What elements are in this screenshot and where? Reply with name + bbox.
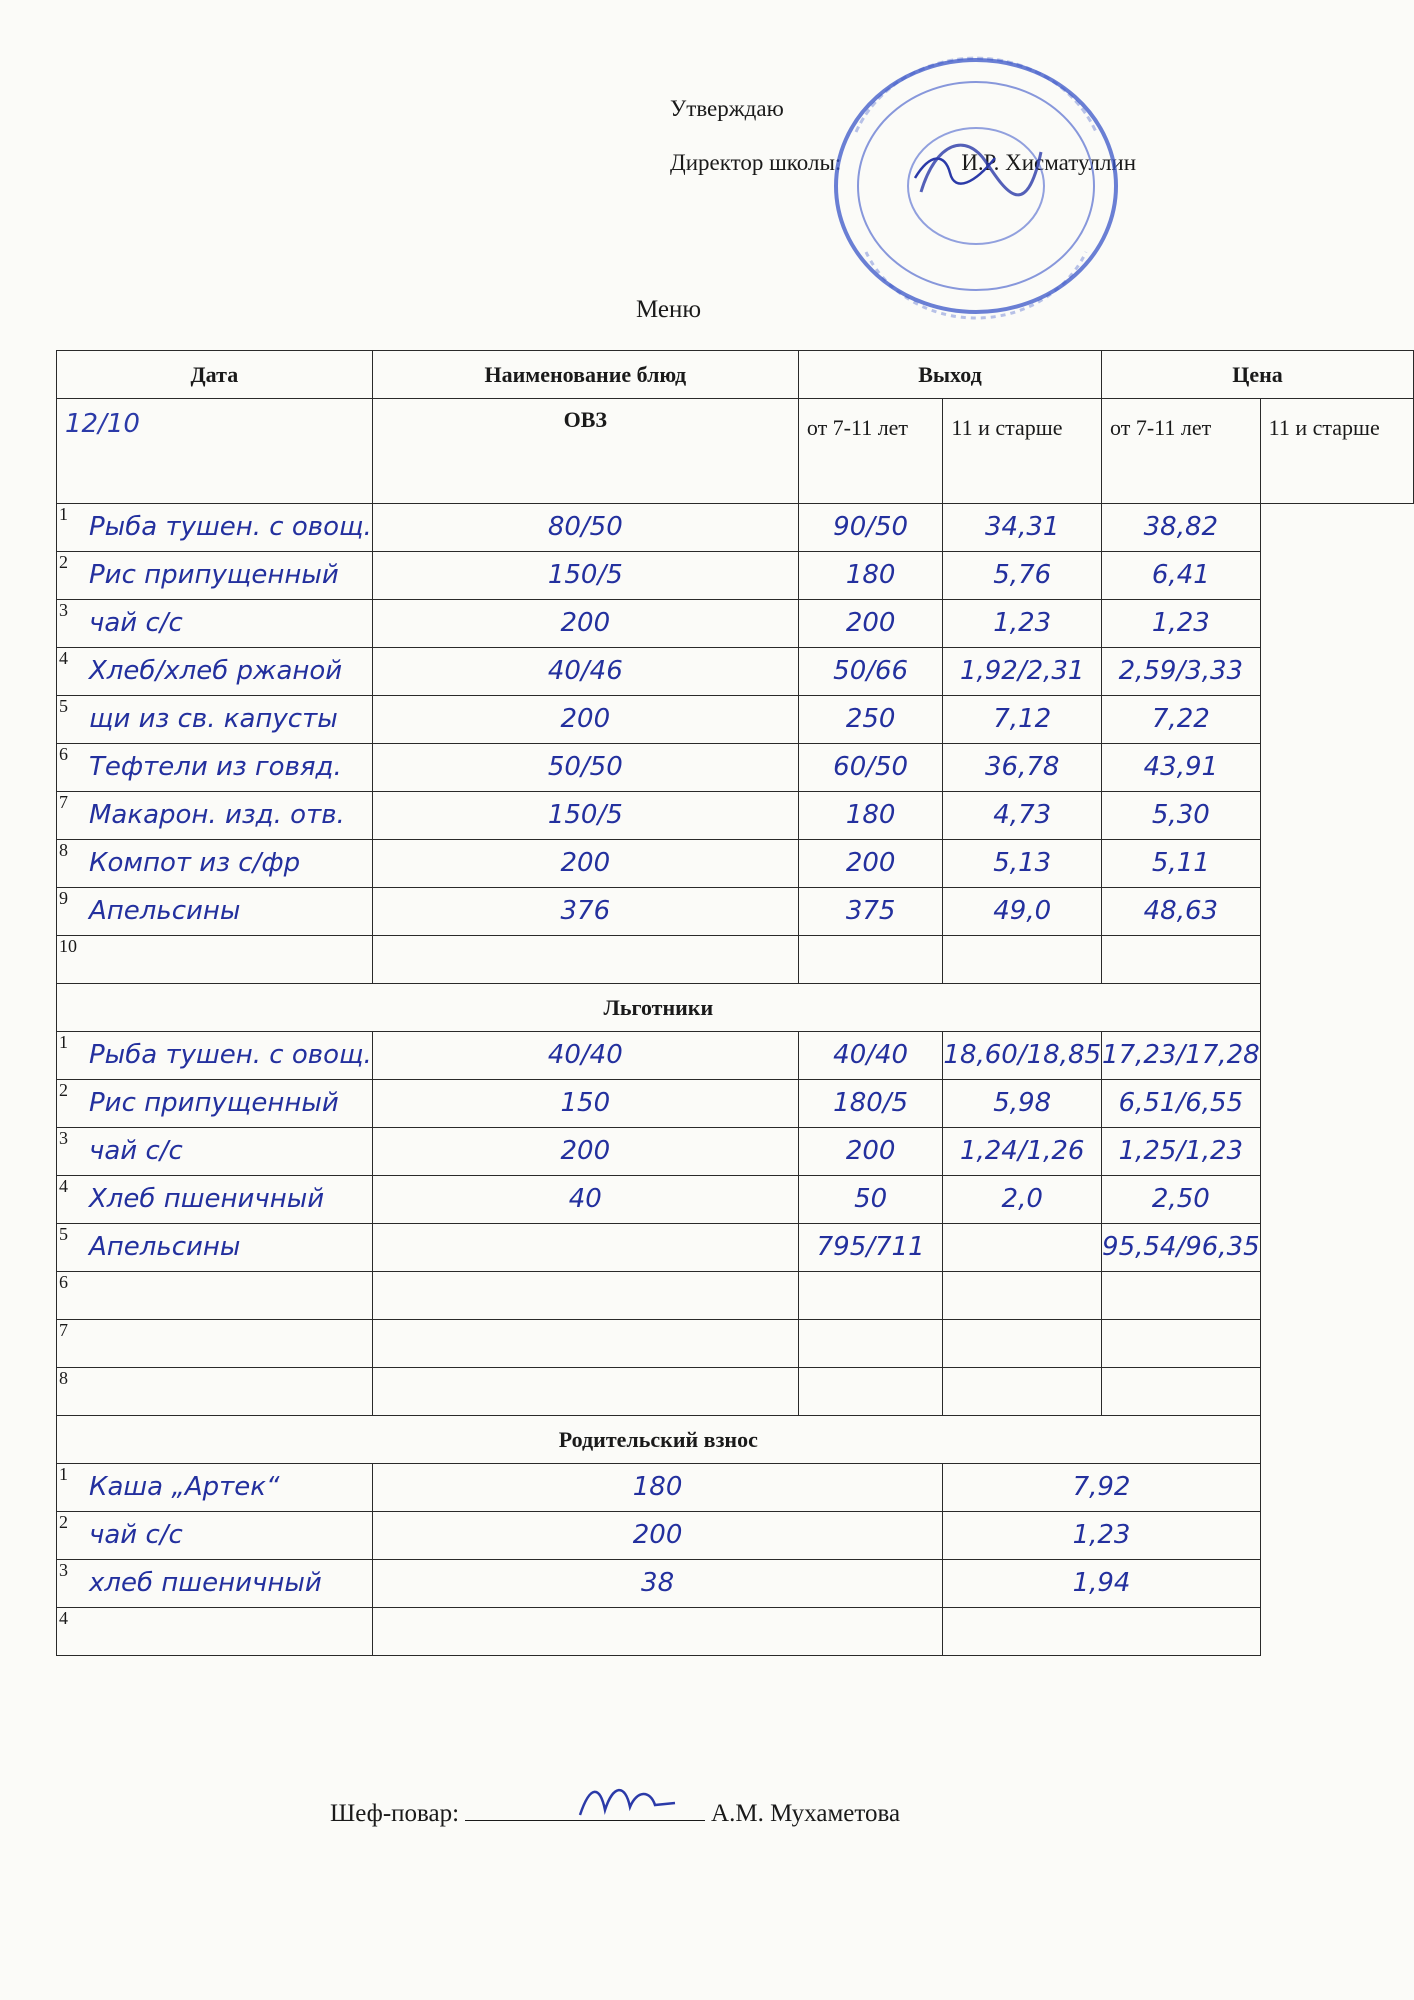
dish-cell [57, 552, 373, 600]
table-row [57, 1032, 1414, 1080]
dish-cell [57, 1176, 373, 1224]
price-b-cell-value: 1,25/1,23 [1118, 1136, 1244, 1166]
out-b-cell [798, 1032, 943, 1080]
out-b-cell [798, 744, 943, 792]
out-b-cell-value: 50/66 [833, 656, 909, 686]
price-cell [943, 1560, 1260, 1608]
price-b-cell-value: 2,59/3,33 [1118, 656, 1244, 686]
out-a-cell-value [373, 1224, 798, 1232]
table-row [57, 1272, 1414, 1320]
out-b-cell [798, 936, 943, 984]
table-row [57, 1608, 1414, 1656]
dish-cell [57, 1368, 373, 1416]
price-b-cell [1102, 1080, 1261, 1128]
dish-cell [57, 696, 373, 744]
out-a-cell [372, 888, 798, 936]
price-a-cell [943, 504, 1102, 552]
out-a-cell-value [373, 1368, 798, 1376]
price-a-cell-value: 5,76 [993, 560, 1052, 590]
price-a-cell [943, 744, 1102, 792]
table-row [57, 1128, 1414, 1176]
out-a-cell [372, 1176, 798, 1224]
dish-name: Рыба тушен. с овощ. [89, 1040, 372, 1070]
parent-items [57, 1464, 1414, 1656]
dish-name: Рис припущенный [89, 560, 339, 590]
table-row [57, 1176, 1414, 1224]
dish-name: Хлеб/хлеб ржаной [89, 656, 343, 686]
out-b-cell-value: 40/40 [833, 1040, 909, 1070]
director-signature [910, 148, 1000, 188]
out-a-cell [372, 552, 798, 600]
row-number: 3 [59, 1560, 68, 1580]
price-b-cell [1102, 600, 1261, 648]
out-b-cell [798, 1368, 943, 1416]
price-b-cell [1102, 696, 1261, 744]
price-a-cell-value: 5,98 [993, 1088, 1052, 1118]
table-row [57, 1320, 1414, 1368]
output-cell-value: 38 [641, 1568, 675, 1598]
dish-cell [57, 1080, 373, 1128]
out-a-cell [372, 648, 798, 696]
output-cell-value [373, 1608, 943, 1616]
dish-cell [57, 648, 373, 696]
dish-name [57, 936, 372, 944]
out-b-cell-value [799, 936, 943, 944]
price-cell-value: 1,23 [1072, 1520, 1131, 1550]
out-a-cell [372, 1080, 798, 1128]
col-output-header: Выход [798, 351, 1101, 399]
table-row [57, 1560, 1414, 1608]
out-a-cell-value [373, 1320, 798, 1328]
out-a-cell-value [373, 936, 798, 944]
chef-label: Шеф-повар: [330, 1800, 460, 1827]
group-ovz-label: ОВЗ [372, 399, 798, 504]
row-number: 5 [59, 1224, 68, 1244]
out-a-cell [372, 1224, 798, 1272]
out-a-cell-value: 80/50 [547, 512, 623, 542]
dish-cell [57, 1512, 373, 1560]
col-date-header: Дата [57, 351, 373, 399]
price-a-cell-value: 49,0 [993, 896, 1052, 926]
price-b-cell [1102, 744, 1261, 792]
dish-cell [57, 1560, 373, 1608]
out-b-cell [798, 552, 943, 600]
dish-name: чай с/с [89, 1520, 183, 1550]
out-b-cell [798, 1080, 943, 1128]
out-b-cell [798, 1272, 943, 1320]
price-b-cell [1102, 936, 1261, 984]
out-a-cell [372, 744, 798, 792]
price-a-cell [943, 792, 1102, 840]
out-b-cell [798, 840, 943, 888]
price-cell [943, 1608, 1260, 1656]
dish-name: Макарон. изд. отв. [89, 800, 345, 830]
price-a-cell [943, 1032, 1102, 1080]
out-b-cell-value: 200 [845, 608, 896, 638]
out-b-cell-value: 795/711 [816, 1232, 925, 1262]
dish-cell [57, 1608, 373, 1656]
menu-table [56, 350, 1414, 1656]
price-a-cell [943, 1272, 1102, 1320]
out-a-cell [372, 792, 798, 840]
row-number: 1 [59, 504, 68, 524]
price-b-cell [1102, 1128, 1261, 1176]
table-row [57, 696, 1414, 744]
price-a-cell-value: 18,60/18,85 [943, 1040, 1102, 1070]
out-b-cell-value: 180/5 [833, 1088, 909, 1118]
dish-name: чай с/с [89, 1136, 183, 1166]
dish-name: хлеб пшеничный [89, 1568, 322, 1598]
out-b-cell-value: 90/50 [833, 512, 909, 542]
table-row [57, 744, 1414, 792]
out-b-cell [798, 696, 943, 744]
out-a-cell-value: 40/40 [547, 1040, 623, 1070]
out-a-cell-value: 200 [560, 608, 611, 638]
table-row [57, 936, 1414, 984]
out-b-cell-value: 60/50 [833, 752, 909, 782]
out-b-cell [798, 504, 943, 552]
out-a-cell-value [373, 1272, 798, 1280]
price-a-cell-value: 1,92/2,31 [959, 656, 1085, 686]
price-a-cell [943, 1368, 1102, 1416]
dish-cell [57, 1320, 373, 1368]
row-number: 8 [59, 840, 68, 860]
price-a-cell [943, 1176, 1102, 1224]
output-cell [372, 1608, 943, 1656]
price-a-cell [943, 1128, 1102, 1176]
out-a-cell-value: 200 [560, 1136, 611, 1166]
price-b-cell-value [1102, 936, 1260, 944]
table-row [57, 840, 1414, 888]
price-cell-value: 1,94 [1072, 1568, 1131, 1598]
price-b-cell [1102, 792, 1261, 840]
price-b-cell-value [1102, 1368, 1260, 1376]
out-a-cell-value: 200 [560, 848, 611, 878]
out-b-cell-value: 50 [854, 1184, 888, 1214]
output-cell [372, 1512, 943, 1560]
table-row [57, 1512, 1414, 1560]
dish-name: Компот из с/фр [89, 848, 301, 878]
out-a-cell-value: 150 [560, 1088, 611, 1118]
dish-name: Апельсины [89, 896, 241, 926]
output-cell [372, 1464, 943, 1512]
price-cell-value [943, 1608, 1259, 1616]
table-row [57, 504, 1414, 552]
price-b-cell-value: 17,23/17,28 [1102, 1040, 1260, 1070]
row-number: 6 [59, 744, 68, 764]
price-a-cell-value: 34,31 [985, 512, 1060, 542]
table-row [57, 792, 1414, 840]
out-b-cell-value: 250 [845, 704, 896, 734]
dish-name: Тефтели из говяд. [89, 752, 342, 782]
row-number: 4 [59, 648, 68, 668]
row-number: 4 [59, 1176, 68, 1196]
dish-cell [57, 744, 373, 792]
out-b-cell [798, 888, 943, 936]
out-b-cell-value [799, 1272, 943, 1280]
price-b-cell-value: 2,50 [1151, 1184, 1210, 1214]
col-dish-header: Наименование блюд [372, 351, 798, 399]
out-b-cell [798, 600, 943, 648]
price-cell [943, 1512, 1260, 1560]
out-a-cell [372, 936, 798, 984]
price-a-cell [943, 1320, 1102, 1368]
dish-name: Рыба тушен. с овощ. [89, 512, 372, 542]
out-b-cell-value: 180 [845, 560, 896, 590]
price-b-cell [1102, 552, 1261, 600]
dish-cell [57, 504, 373, 552]
out-b-cell [798, 648, 943, 696]
dish-name [57, 1368, 372, 1376]
price-b-cell-value [1102, 1320, 1260, 1328]
table-row [57, 1464, 1414, 1512]
price-a-cell [943, 888, 1102, 936]
section-parents: Родительский взнос [57, 1416, 1261, 1464]
out-b-cell-value [799, 1368, 943, 1376]
dish-name [57, 1320, 372, 1328]
price-b-cell-value: 7,22 [1151, 704, 1210, 734]
row-number: 3 [59, 1128, 68, 1148]
out-a-cell [372, 1368, 798, 1416]
table-row [57, 888, 1414, 936]
out-b-cell-value: 375 [845, 896, 896, 926]
dish-cell [57, 888, 373, 936]
price-a-cell [943, 936, 1102, 984]
price-a-cell [943, 600, 1102, 648]
price-a-cell-value: 2,0 [1001, 1184, 1043, 1214]
table-row [57, 648, 1414, 696]
table-row [57, 1080, 1414, 1128]
lgot-items [57, 1032, 1414, 1416]
dish-name: Апельсины [89, 1232, 241, 1262]
dish-cell [57, 1032, 373, 1080]
price-b-cell-value: 43,91 [1143, 752, 1219, 782]
price-b-cell [1102, 1176, 1261, 1224]
output-cell [372, 1560, 943, 1608]
date-cell [57, 399, 373, 504]
price-a-cell [943, 648, 1102, 696]
out-a-cell-value: 200 [560, 704, 611, 734]
price-age-7-11: от 7-11 лет [1102, 399, 1261, 504]
dish-cell [57, 936, 373, 984]
price-b-cell-value [1102, 1272, 1260, 1280]
price-b-cell [1102, 1032, 1261, 1080]
dish-cell [57, 1272, 373, 1320]
table-row [57, 1224, 1414, 1272]
out-a-cell [372, 1320, 798, 1368]
out-a-cell [372, 840, 798, 888]
section-lgotniki: Льготники [57, 984, 1261, 1032]
price-b-cell-value: 95,54/96,35 [1102, 1232, 1260, 1262]
price-b-cell [1102, 888, 1261, 936]
output-cell-value: 200 [632, 1520, 683, 1550]
price-age-11-plus: 11 и старше [1260, 399, 1413, 504]
row-number: 9 [59, 888, 68, 908]
chef-signature [575, 1775, 685, 1825]
price-b-cell-value: 48,63 [1143, 896, 1219, 926]
date-value: 12/10 [65, 409, 140, 439]
row-number: 1 [59, 1464, 68, 1484]
dish-cell [57, 1128, 373, 1176]
row-number: 2 [59, 1080, 68, 1100]
row-number: 4 [59, 1608, 68, 1628]
out-a-cell [372, 1128, 798, 1176]
out-a-cell-value: 50/50 [547, 752, 623, 782]
price-b-cell-value: 5,30 [1151, 800, 1210, 830]
price-a-cell-value [943, 1272, 1101, 1280]
price-b-cell-value: 38,82 [1143, 512, 1219, 542]
dish-cell [57, 1224, 373, 1272]
price-a-cell-value [943, 936, 1101, 944]
price-a-cell-value: 1,23 [993, 608, 1052, 638]
output-age-7-11: от 7-11 лет [798, 399, 943, 504]
row-number: 2 [59, 552, 68, 572]
dish-name: щи из св. капусты [89, 704, 338, 734]
price-cell [943, 1464, 1260, 1512]
dish-name: Хлеб пшеничный [89, 1184, 325, 1214]
out-a-cell [372, 1032, 798, 1080]
out-a-cell [372, 504, 798, 552]
out-b-cell-value: 200 [845, 1136, 896, 1166]
price-b-cell [1102, 840, 1261, 888]
price-b-cell [1102, 648, 1261, 696]
price-a-cell-value: 4,73 [993, 800, 1052, 830]
out-a-cell-value: 150/5 [547, 800, 623, 830]
price-a-cell-value: 5,13 [993, 848, 1052, 878]
price-b-cell-value: 6,51/6,55 [1118, 1088, 1244, 1118]
out-a-cell [372, 696, 798, 744]
price-a-cell-value [943, 1224, 1101, 1232]
dish-cell [57, 600, 373, 648]
row-number: 8 [59, 1368, 68, 1388]
price-a-cell-value: 7,12 [993, 704, 1052, 734]
out-a-cell-value: 40 [568, 1184, 602, 1214]
output-age-11-plus: 11 и старше [943, 399, 1102, 504]
price-a-cell [943, 1080, 1102, 1128]
out-b-cell-value [799, 1320, 943, 1328]
price-a-cell-value [943, 1320, 1101, 1328]
dish-name: чай с/с [89, 608, 183, 638]
row-number: 3 [59, 600, 68, 620]
row-number: 1 [59, 1032, 68, 1052]
row-number: 2 [59, 1512, 68, 1532]
row-number: 7 [59, 1320, 68, 1340]
out-b-cell-value: 200 [845, 848, 896, 878]
chef-name: А.М. Мухаметова [711, 1800, 901, 1827]
dish-cell [57, 1464, 373, 1512]
price-cell-value: 7,92 [1072, 1472, 1131, 1502]
dish-cell [57, 792, 373, 840]
out-a-cell [372, 1272, 798, 1320]
price-b-cell [1102, 1320, 1261, 1368]
approve-label: Утверждаю [670, 96, 784, 121]
price-b-cell-value: 5,11 [1151, 848, 1210, 878]
row-number: 5 [59, 696, 68, 716]
price-a-cell [943, 552, 1102, 600]
out-a-cell-value: 40/46 [547, 656, 623, 686]
row-number: 7 [59, 792, 68, 812]
price-b-cell [1102, 1368, 1261, 1416]
price-a-cell-value [943, 1368, 1101, 1376]
price-a-cell [943, 696, 1102, 744]
price-a-cell-value: 36,78 [985, 752, 1060, 782]
price-a-cell [943, 1224, 1102, 1272]
out-a-cell [372, 600, 798, 648]
director-name: И.Р. Хисматуллин [961, 150, 1137, 175]
output-cell-value: 180 [632, 1472, 683, 1502]
dish-name: Рис припущенный [89, 1088, 339, 1118]
price-a-cell [943, 840, 1102, 888]
table-row [57, 552, 1414, 600]
ovz-items [57, 504, 1414, 984]
table-row [57, 600, 1414, 648]
dish-name [57, 1608, 372, 1616]
out-b-cell [798, 1224, 943, 1272]
dish-cell [57, 840, 373, 888]
row-number: 10 [59, 936, 77, 956]
price-b-cell [1102, 504, 1261, 552]
out-b-cell-value: 180 [845, 800, 896, 830]
out-a-cell-value: 376 [560, 896, 611, 926]
table-row [57, 1368, 1414, 1416]
price-b-cell-value: 6,41 [1151, 560, 1210, 590]
row-number: 6 [59, 1272, 68, 1292]
price-b-cell-value: 1,23 [1151, 608, 1210, 638]
out-b-cell [798, 1128, 943, 1176]
col-price-header: Цена [1102, 351, 1414, 399]
out-b-cell [798, 1176, 943, 1224]
dish-name [57, 1272, 372, 1280]
price-a-cell-value: 1,24/1,26 [959, 1136, 1085, 1166]
out-b-cell [798, 792, 943, 840]
director-label: Директор школы: [670, 150, 842, 175]
price-b-cell [1102, 1224, 1261, 1272]
menu-title: Меню [636, 296, 702, 323]
dish-name: Каша „Артек“ [89, 1472, 280, 1502]
out-a-cell-value: 150/5 [547, 560, 623, 590]
price-b-cell [1102, 1272, 1261, 1320]
out-b-cell [798, 1320, 943, 1368]
